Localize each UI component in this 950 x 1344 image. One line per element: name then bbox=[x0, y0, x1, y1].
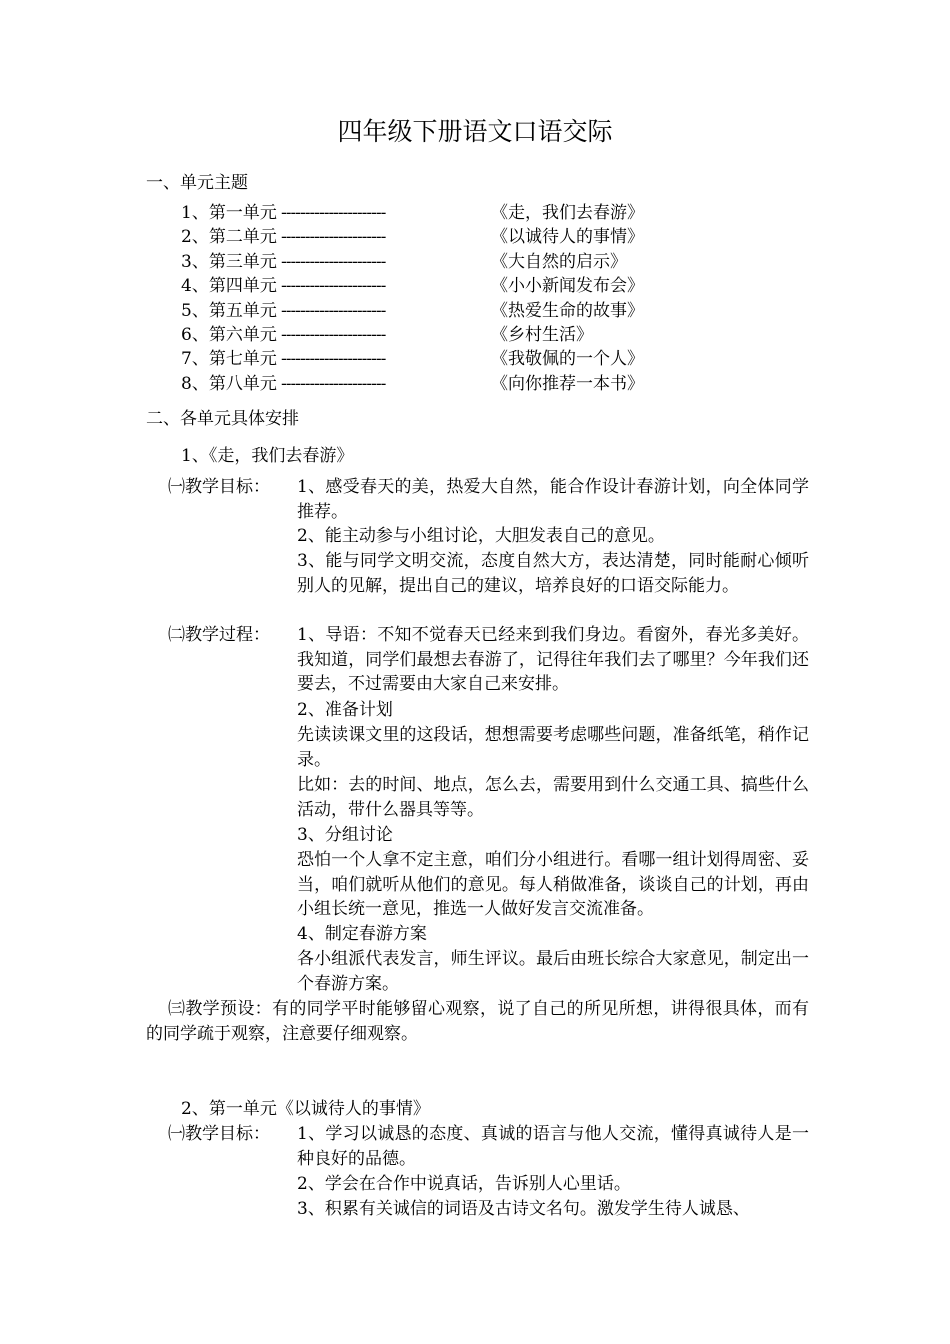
part2-title: 2、第一单元《以诚待人的事情》 bbox=[181, 1099, 430, 1119]
unit-theme-row: 2、第二单元 ---------------------- 《以诚待人的事情》 bbox=[181, 227, 644, 248]
part1-process-4: 比如：去的时间、地点，怎么去，需要用到什么交通工具、搞些什么活动，带什么器具等等。 bbox=[297, 775, 809, 820]
document-title: 四年级下册语文口语交际 bbox=[337, 117, 613, 146]
part2-goal-3: 3、积累有关诚信的词语及古诗文名句。激发学生待人诚恳、 bbox=[297, 1199, 750, 1219]
part1-process-8: 各小组派代表发言，师生评议。最后由班长综合大家意见，制定出一个春游方案。 bbox=[297, 949, 809, 994]
part1-process-3: 先读读课文里的这段话，想想需要考虑哪些问题，准备纸笔，稍作记录。 bbox=[297, 725, 809, 770]
part1-teaching-preset: ㈢教学预设：有的同学平时能够留心观察，说了自己的所见所想，讲得很具体，而有的同学疏于观察，注意要仔细观察。 bbox=[146, 999, 809, 1044]
unit-theme-row: 8、第八单元 ---------------------- 《向你推荐一本书》 bbox=[181, 373, 644, 394]
part1-process-2: 2、准备计划 bbox=[297, 700, 393, 720]
unit-theme-row: 1、第一单元 ---------------------- 《走，我们去春游》 bbox=[181, 203, 644, 223]
unit-theme-row: 7、第七单元 ---------------------- 《我敬佩的一个人》 bbox=[181, 349, 644, 370]
section-heading-unit-themes: 一、单元主题 bbox=[146, 173, 248, 193]
part1-process-1: 1、导语：不知不觉春天已经来到我们身边。看窗外，春光多美好。我知道，同学们最想去春游了，记得往年我们去了哪里？今年我们还要去，不过需要由大家自己来安排。 bbox=[297, 625, 809, 695]
part1-goals-label: ㈠教学目标： bbox=[168, 477, 270, 497]
part2-goal-2: 2、学会在合作中说真话，告诉别人心里话。 bbox=[297, 1174, 631, 1194]
part1-process-7: 4、制定春游方案 bbox=[297, 924, 427, 944]
part1-goal-3: 3、能与同学文明交流，态度自然大方，表达清楚，同时能耐心倾听别人的见解，提出自己的建议，培养良好的口语交际能力。 bbox=[297, 551, 809, 596]
part2-goal-1: 1、学习以诚恳的态度、真诚的语言与他人交流，懂得真诚待人是一种良好的品德。 bbox=[297, 1124, 809, 1169]
part1-goal-1: 1、感受春天的美，热爱大自然，能合作设计春游计划，向全体同学推荐。 bbox=[297, 477, 809, 522]
unit-theme-row: 3、第三单元 ---------------------- 《大自然的启示》 bbox=[181, 251, 627, 272]
section-heading-unit-arrangements: 二、各单元具体安排 bbox=[146, 409, 299, 429]
part1-process-label: ㈡教学过程： bbox=[168, 625, 270, 645]
part1-process-5: 3、分组讨论 bbox=[297, 825, 393, 845]
unit-theme-row: 6、第六单元 ---------------------- 《乡村生活》 bbox=[181, 324, 593, 345]
part1-process-6: 恐怕一个人拿不定主意，咱们分小组进行。看哪一组计划得周密、妥当，咱们就听从他们的意见。每人稍做准备，谈谈自己的计划，再由小组长统一意见，推选一人做好发言交流准备。 bbox=[297, 850, 809, 920]
part1-title: 1、《走，我们去春游》 bbox=[181, 446, 354, 466]
part1-goal-2: 2、能主动参与小组讨论，大胆发表自己的意见。 bbox=[297, 526, 665, 546]
unit-theme-list bbox=[181, 201, 741, 396]
part2-goals-label: ㈠教学目标： bbox=[168, 1124, 270, 1144]
unit-theme-row: 5、第五单元 ---------------------- 《热爱生命的故事》 bbox=[181, 300, 644, 321]
unit-theme-row: 4、第四单元 ---------------------- 《小小新闻发布会》 bbox=[181, 276, 644, 297]
